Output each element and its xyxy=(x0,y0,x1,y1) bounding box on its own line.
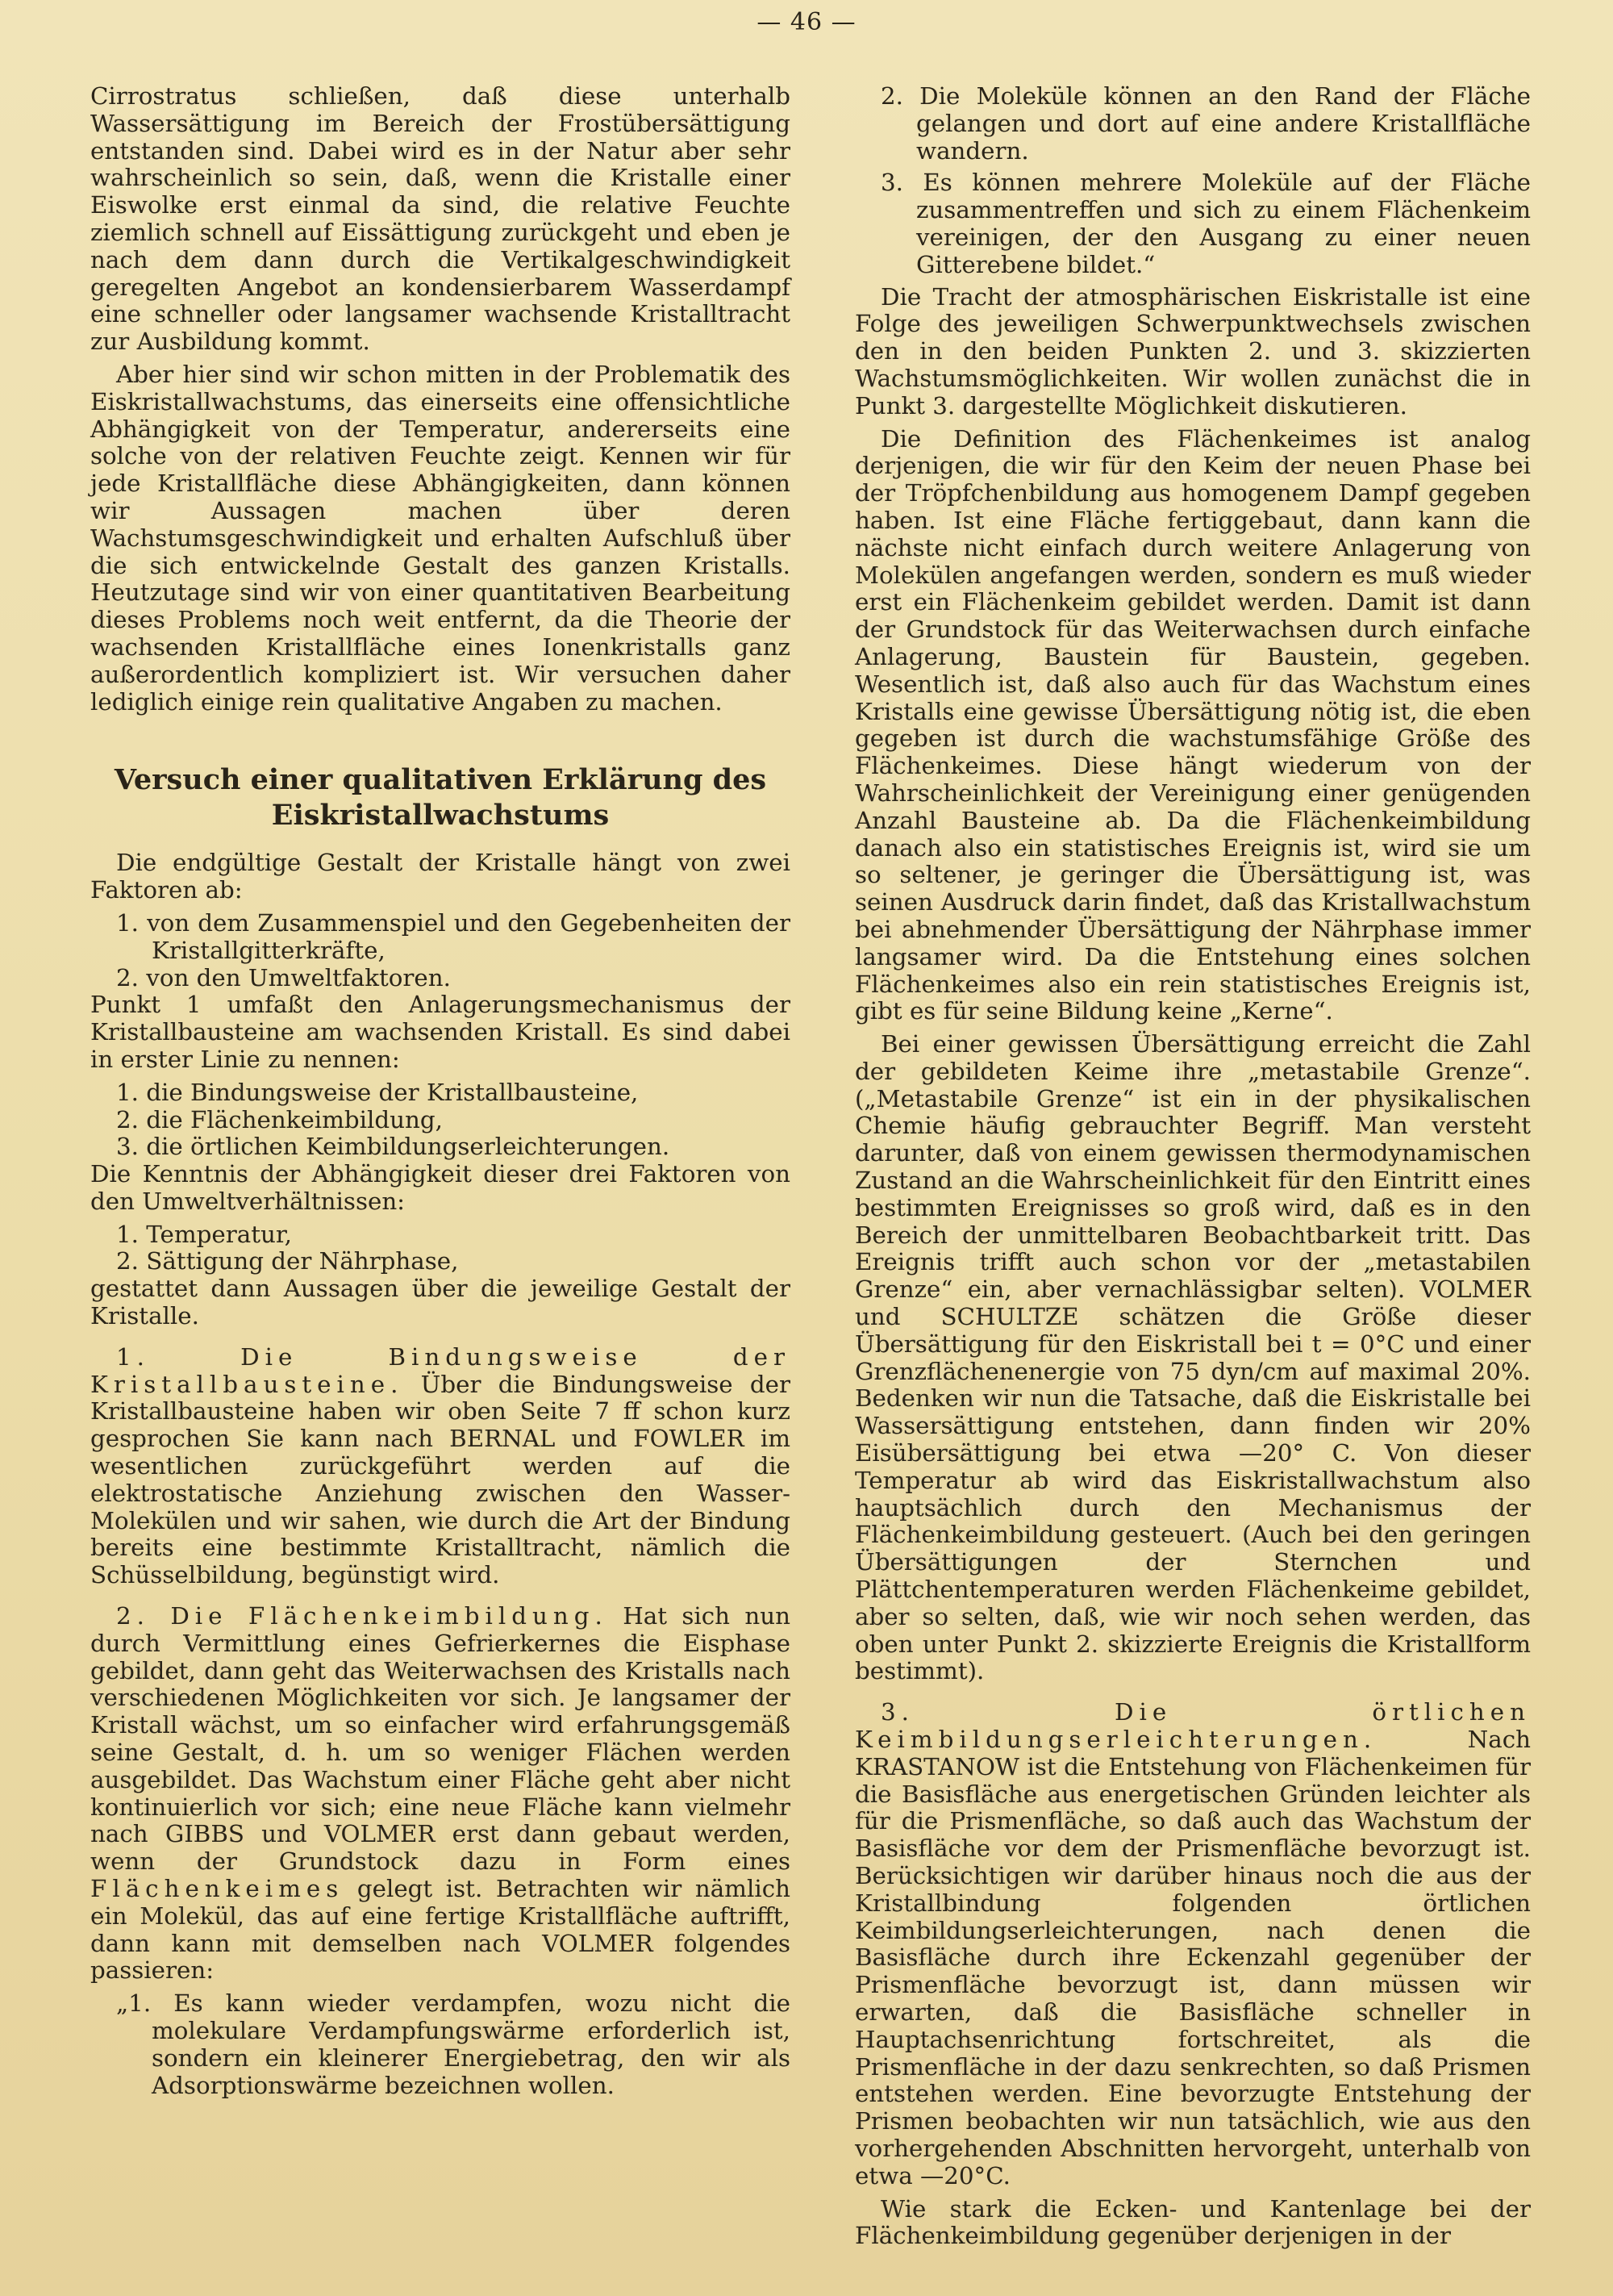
paragraph: Die endgültige Gestalt der Kristalle hängt von zwei Faktoren ab: xyxy=(90,849,790,904)
paragraph xyxy=(90,1344,790,1589)
paragraph: Die Tracht der atmosphärischen Eiskristalle ist eine Folge des jeweiligen Schwerpunktwechsels zwischen den in den beiden Punkten 2. und 3. skizzierten Wachstumsmöglichkeiten. Wir wollen zunächst die in Punkt 3. dargestellte Möglichkeit diskutieren. xyxy=(855,282,1531,420)
paragraph: Cirrostratus schließen, daß diese unterhalb Wassersättigung im Bereich der Frostübersättigung entstanden sind. Dabei wird es in der Natur aber sehr wahrscheinlich so sein, daß, wenn die Kristalle einer Eiswolke erst einmal da sind, die relative Feuchte ziemlich schnell auf Eissättigung zurückgeht und eben je nach dem dann durch die Vertikalgeschwindigkeit geregelten Angebot an kondensierbarem Wasserdampf eine schneller oder langsamer wachsende Kristalltracht zur Ausbildung kommt. xyxy=(90,82,790,356)
paragraph: Die Definition des Flächenkeimes ist analog derjenigen, die wir für den Keim der neuen Phase bei der Tröpfchenbildung aus homogenem Dampf gegeben haben. Ist eine Fläche fertiggebaut, dann kann die nächste nicht einfach durch weitere Anlagerung von Molekülen angefangen werden, sondern es muß wieder erst ein Flächenkeim gebildet werden. Damit ist dann der Grundstock für das Weiterwachsen durch einfache Anlagerung, Baustein für Baustein, gegeben. Wesentlich ist, daß also auch für das Wachstum eines Kristalls eine gewisse Übersättigung nötig ist, die eben gegeben ist durch die wachstumsfähige Größe des Flächenkeimes. Diese hängt wiederum von der Wahrscheinlichkeit der Vereinigung einer genügenden Anzahl Bausteine ab. Da die Flächenkeimbildung danach also ein statistisches Ereignis ist, wird sie um so seltener, je geringer die Übersättigung ist, was seinen Ausdruck darin findet, daß das Kristallwachstum bei abnehmender Übersättigung der Nährphase immer langsamer wird. Da die Entstehung eines solchen Flächenkeimes also ein rein statistisches Ereignis ist, gibt es für seine Bildung keine „Kerne“. xyxy=(855,424,1531,1025)
page-number: — 46 — xyxy=(756,8,857,36)
paragraph: Die Kenntnis der Abhängigkeit dieser drei Faktoren von den Umweltverhältnissen: xyxy=(90,1160,790,1215)
list-item: 1. Temperatur, xyxy=(116,1220,292,1248)
paragraph: Punkt 1 umfaßt den Anlagerungsmechanismus der Kristallbausteine am wachsenden Kristall. Es sind dabei in erster Linie zu nennen: xyxy=(90,991,790,1073)
list-item: 2. die Flächenkeimbildung, xyxy=(116,1105,443,1133)
right-column xyxy=(855,83,1531,2256)
list-item: 1. von dem Zusammenspiel und den Gegebenheiten der Kristallgitterkräfte, xyxy=(116,908,790,964)
quote-item: 3. Es können mehrere Moleküle auf der Fläche zusammentreffen und sich zu einem Flächenkeim vereinigen, der den Ausgang zu einer neuen Gitterebene bildet.“ xyxy=(881,169,1531,278)
quote-item: 2. Die Moleküle können an den Rand der Fläche gelangen und dort auf eine andere Kristallfläche wandern. xyxy=(881,82,1531,165)
list-item: 1. die Bindungsweise der Kristallbausteine, xyxy=(116,1078,639,1106)
list-item: 2. Sättigung der Nährphase, xyxy=(116,1247,459,1275)
paragraph-text: Hat sich nun durch Vermittlung eines Gefrierkernes die Eisphase gebildet, dann geht das Weiterwachsen des Kristalls nach verschiedenen Möglichkeiten vor sich. Je langsamer der Kristall wächst, um so einfacher wird erfahrungsgemäß seine Gestalt, d. h. um so weniger Flächen werden ausgebildet. Das Wachstum einer Fläche geht aber nicht kontinuierlich vor sich; eine neue Fläche kann vielmehr nach GIBBS und VOLMER erst dann gebaut werden, wenn der Grundstock dazu in Form eines xyxy=(90,1602,791,1876)
list-item: 3. die örtlichen Keimbildungserleichterungen. xyxy=(116,1133,670,1161)
paragraph xyxy=(90,1603,790,1985)
subsection-heading: 2. Die Flächenkeimbildung. xyxy=(116,1602,608,1630)
subsection-heading: 3. Die örtlichen Keimbildungserleichterungen. xyxy=(855,1698,1531,1754)
paragraph: Wie stark die Ecken- und Kantenlage bei der Flächenkeimbildung gegenüber derjenigen in der xyxy=(855,2194,1531,2250)
paragraph xyxy=(855,1699,1531,2190)
paragraph-text: Über die Bindungsweise der Kristallbausteine haben wir oben Seite 7 ff schon kurz gesprochen Sie kann nach BERNAL und FOWLER im wesentlichen zurückgeführt werden auf die elektrostatische Anziehung zwischen den Wasser-Molekülen und wir sahen, wie durch die Art der Bindung bereits eine bestimmte Kristalltracht, nämlich die Schüsselbildung, begünstigt wird. xyxy=(90,1370,790,1589)
subsection-heading: 1. Die Bindungsweise der Kristallbausteine. xyxy=(90,1342,790,1398)
emphasized-term: Flächenkeimes xyxy=(90,1875,344,1903)
section-title: Versuch einer qualitativen Erklärung des Eiskristallwachstums xyxy=(114,763,767,833)
paragraph: gestattet dann Aussagen über die jeweilige Gestalt der Kristalle. xyxy=(90,1275,790,1330)
quote-item: „1. Es kann wieder verdampfen, wozu nicht die molekulare Verdampfungswärme erforderlich ist, sondern ein kleinerer Energiebetrag, den wir als Adsorptionswärme bezeichnen wollen. xyxy=(116,1989,790,2099)
list-item: 2. von den Umweltfaktoren. xyxy=(116,963,451,991)
left-column xyxy=(90,83,790,2104)
paragraph: Bei einer gewissen Übersättigung erreicht die Zahl der gebildeten Keime ihre „metastabile Grenze“. („Metastabile Grenze“ ist ein in der physikalischen Chemie häufig gebrauchter Begriff. Man versteht darunter, daß von einem gewissen thermodynamischen Zustand an die Wahrscheinlichkeit für den Eintritt eines bestimmten Ereignisses so groß wird, daß es in den Bereich der unmittelbaren Beobachtbarkeit tritt. Das Ereignis trifft auch schon vor der „metastabilen Grenze“ ein, aber vernachlässigbar selten). VOLMER und SCHULTZE schätzen die Größe dieser Übersättigung für den Eiskristall bei t = 0°C und einer Grenzflächenenergie von 75 dyn/cm auf maximal 20%. Bedenken wir nun die Tatsache, daß die Eiskristalle bei Wassersättigung entstehen, dann finden wir 20% Eisübersättigung bei etwa —20° C. Von dieser Temperatur ab wird das Eiskristallwachstum also hauptsächlich durch den Mechanismus der Flächenkeimbildung gesteuert. (Auch bei den geringen Übersättigungen der Sternchen und Plättchentemperaturen werden Flächenkeime gebildet, aber so selten, daß, wie wir noch sehen werden, das oben unter Punkt 2. skizzierte Ereignis die Kristallform bestimmt). xyxy=(855,1030,1531,1685)
paragraph: Aber hier sind wir schon mitten in der Problematik des Eiskristallwachstums, das einerseits eine offensichtliche Abhängigkeit von der Temperatur, andererseits eine solche von der relativen Feuchte zeigt. Kennen wir für jede Kristallfläche diese Abhängigkeiten, dann können wir Aussagen machen über deren Wachstumsgeschwindigkeit und erhalten Aufschluß über die sich entwickelnde Gestalt des ganzen Kristalls. Heutzutage sind wir von einer quantitativen Bearbeitung dieses Problems noch weit entfernt, da die Theorie der wachsenden Kristallfläche eines Ionenkristalls ganz außerordentlich kompliziert ist. Wir versuchen daher lediglich einige rein qualitative Angaben zu machen. xyxy=(90,360,790,716)
paragraph-text: Nach KRASTANOW ist die Entstehung von Flächenkeimen für die Basisfläche aus energetischen Gründen leichter als für die Prismenfläche, so daß auch das Wachstum der Basisfläche vor dem der Prismenfläche bevorzugt ist. Berücksichtigen wir darüber hinaus noch die aus der Kristallbindung folgenden örtlichen Keimbildungserleichterungen, nach denen die Basisfläche durch ihre Eckenzahl gegenüber der Prismenfläche bevorzugt ist, dann müssen wir erwarten, daß die Basisfläche schneller in Hauptachsenrichtung fortschreitet, als die Prismenfläche in der dazu senkrechten, so daß Prismen entstehen werden. Eine bevorzugte Entstehung der Prismen beobachten wir nun tatsächlich, wie aus den vorhergehenden Abschnitten hervorgeht, unterhalb von etwa —20°C. xyxy=(855,1726,1531,2190)
paragraph-text: gelegt ist. Betrachten wir nämlich ein Molekül, das auf eine fertige Kristallfläche auftrifft, dann kann mit demselben nach VOLMER folgendes passieren: xyxy=(90,1875,790,1985)
